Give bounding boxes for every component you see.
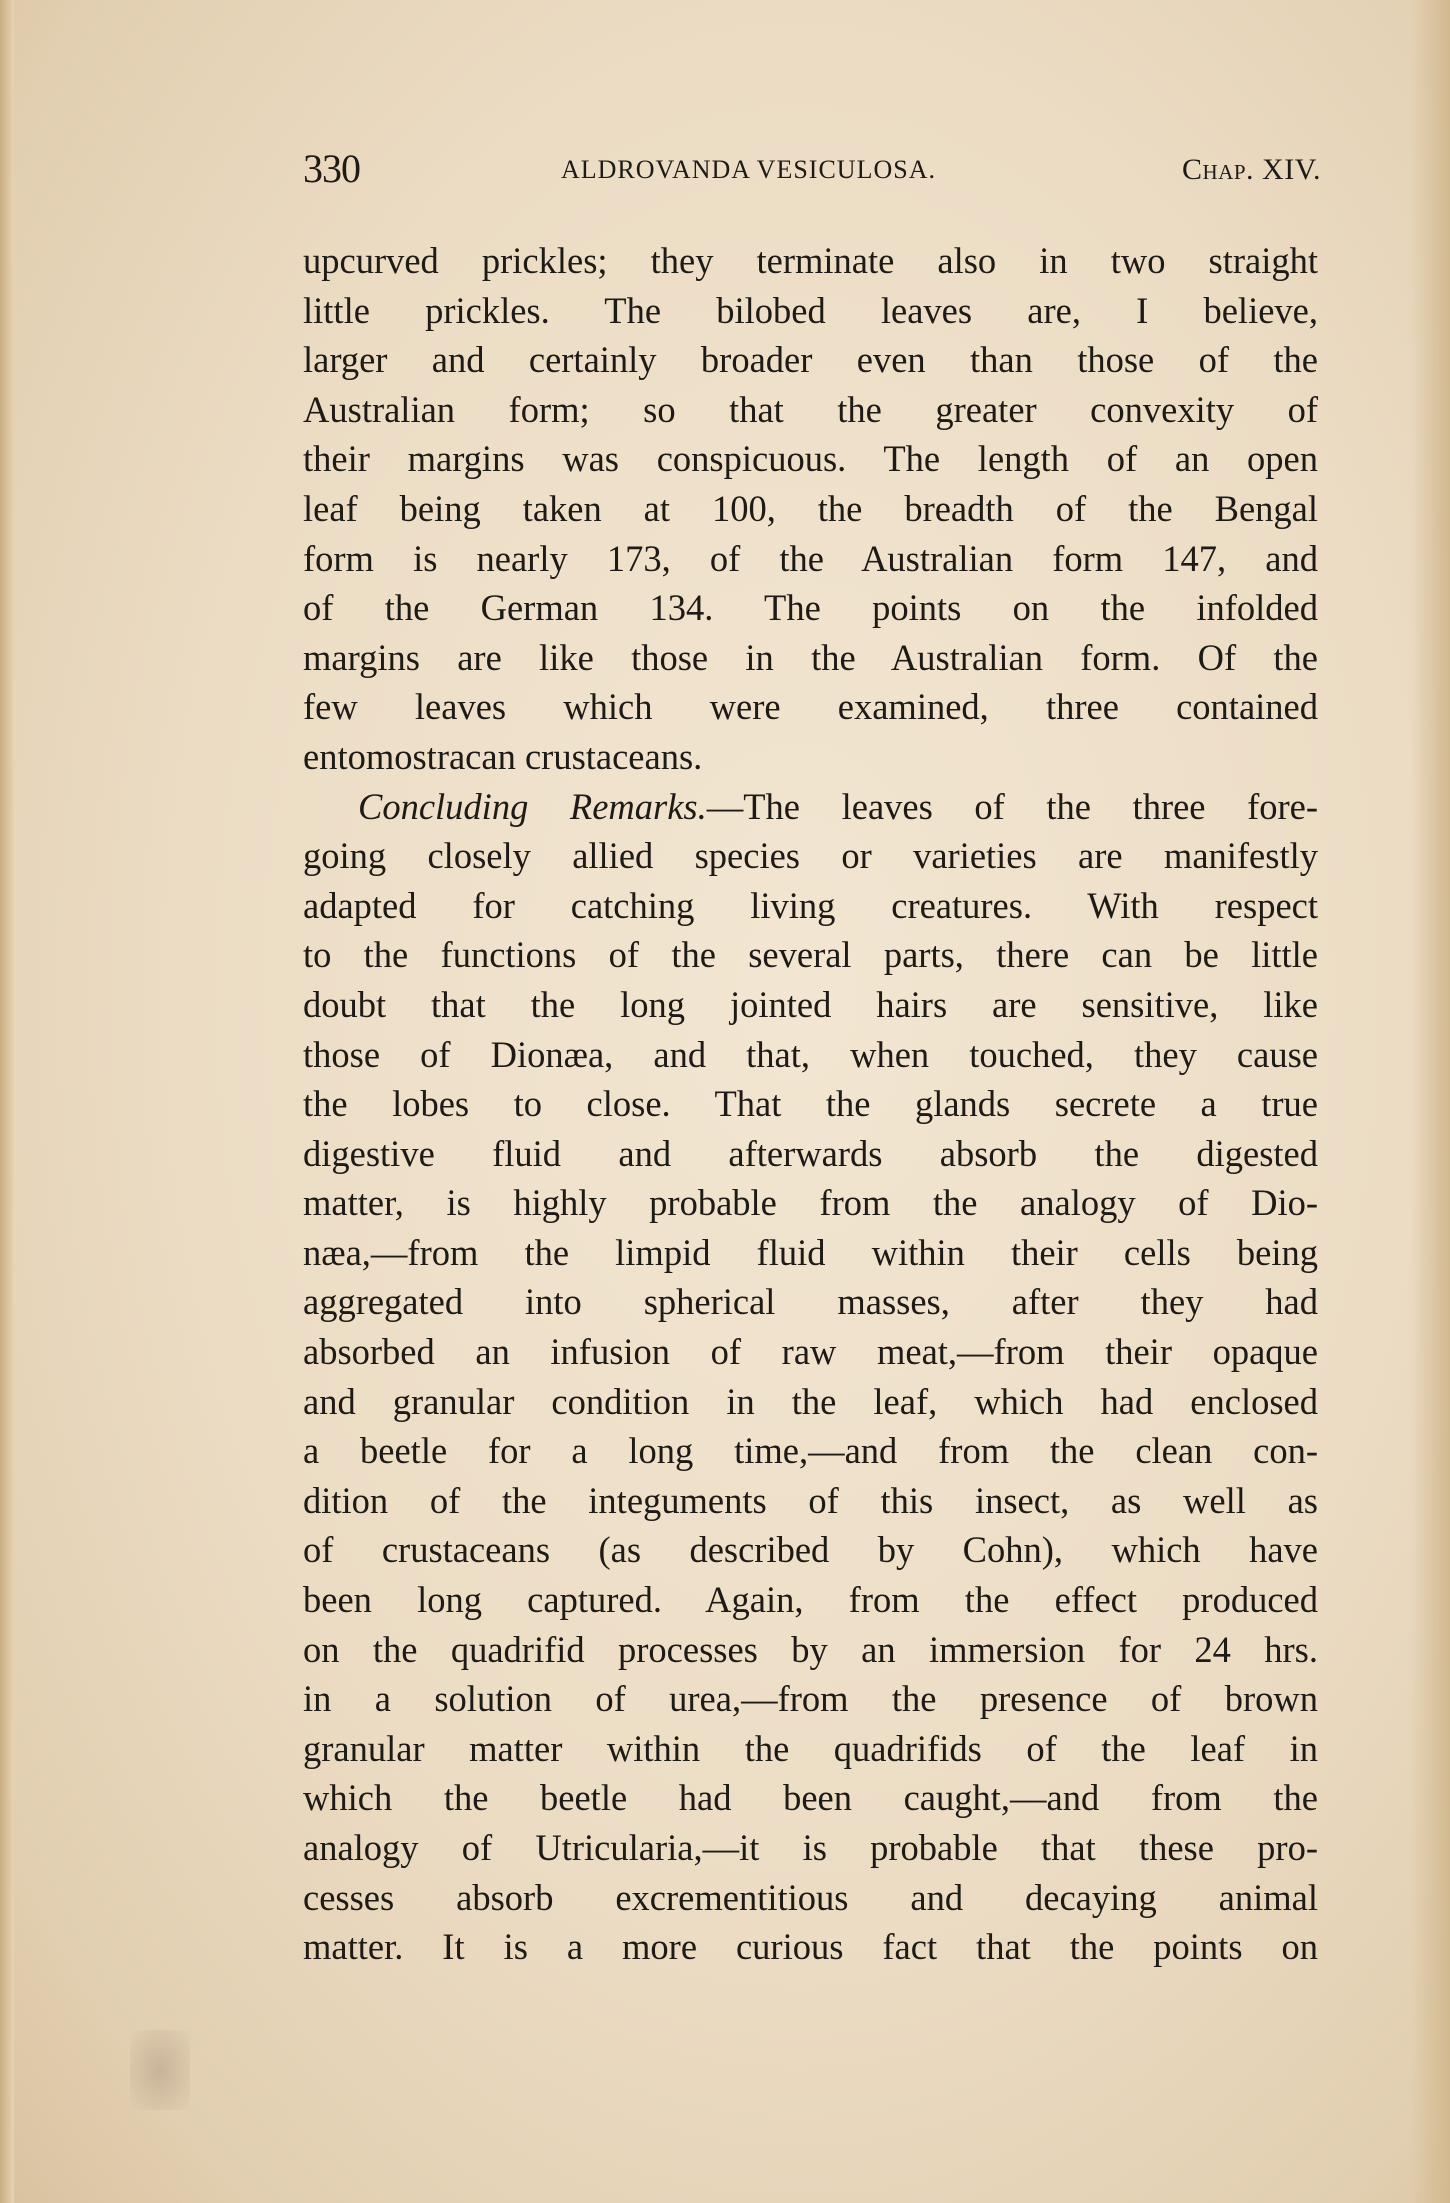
text-line: been long captured. Again, from the effect produced xyxy=(303,1579,1318,1621)
text-line: larger and certainly broader even than those of the xyxy=(303,339,1318,381)
text-line: aggregated into spherical masses, after they had xyxy=(303,1281,1318,1323)
chapter-label: Chap. XIV. xyxy=(1182,153,1321,186)
paper-smudge xyxy=(130,2030,190,2110)
text-line: doubt that the long jointed hairs are sensitive, like xyxy=(303,983,1318,1025)
text-run: —The leaves of the three fore- xyxy=(706,785,1318,827)
text-line: which the beetle had been caught,—and from the xyxy=(303,1777,1318,1819)
page-number: 330 xyxy=(303,146,360,191)
text-line: dition of the integuments of this insect, as well as xyxy=(303,1479,1318,1521)
text-line: entomostracan crustaceans. xyxy=(303,735,703,777)
text-line: leaf being taken at 100, the breadth of the Bengal xyxy=(303,487,1318,529)
page-edge-left xyxy=(0,0,14,2203)
text-line: cesses absorb excrementitious and decaying animal xyxy=(303,1876,1318,1918)
text-line: few leaves which were examined, three contained xyxy=(303,686,1318,728)
text-line: the lobes to close. That the glands secrete a true xyxy=(303,1083,1318,1125)
text-line: absorbed an infusion of raw meat,—from their opaque xyxy=(303,1331,1318,1373)
text-line: næa,—from the limpid fluid within their cells being xyxy=(303,1231,1318,1273)
text-line: Australian form; so that the greater convexity of xyxy=(303,388,1318,430)
text-line: analogy of Utricularia,—it is probable that these pro- xyxy=(303,1827,1318,1868)
text-line: a beetle for a long time,—and from the clean con- xyxy=(303,1430,1318,1472)
running-header xyxy=(303,145,1321,195)
text-line: going closely allied species or varieties are manifestly xyxy=(303,835,1318,877)
body-text xyxy=(303,236,1318,1972)
text-line: little prickles. The bilobed leaves are, I believe, xyxy=(303,289,1318,331)
text-line: granular matter within the quadrifids of the leaf in xyxy=(303,1727,1318,1769)
text-line: margins are like those in the Australian form. Of the xyxy=(303,636,1318,678)
text-line: their margins was conspicuous. The length of an open xyxy=(303,438,1318,480)
text-line: to the functions of the several parts, there can be little xyxy=(303,934,1318,976)
paragraph-1 xyxy=(303,236,1318,782)
text-line: of the German 134. The points on the infolded xyxy=(303,587,1318,629)
running-title: ALDROVANDA VESICULOSA. xyxy=(561,155,936,184)
text-line: upcurved prickles; they terminate also in two straight xyxy=(303,240,1318,281)
section-heading: Concluding Remarks. xyxy=(358,785,707,827)
text-line: on the quadrifid processes by an immersion for 24 hrs. xyxy=(303,1628,1318,1670)
paragraph-2 xyxy=(303,782,1318,1972)
text-line: digestive fluid and afterwards absorb the digested xyxy=(303,1132,1318,1174)
text-line: form is nearly 173, of the Australian form 147, and xyxy=(303,537,1318,579)
page-edge-right xyxy=(1410,0,1450,2203)
text-line: matter, is highly probable from the analogy of Dio- xyxy=(303,1182,1318,1224)
text-line xyxy=(303,782,1318,832)
text-line: of crustaceans (as described by Cohn), which have xyxy=(303,1529,1318,1571)
text-line: matter. It is a more curious fact that the points on xyxy=(303,1926,1318,1968)
text-line: adapted for catching living creatures. With respect xyxy=(303,884,1318,926)
text-line: those of Dionæa, and that, when touched, they cause xyxy=(303,1033,1318,1075)
text-line: in a solution of urea,—from the presence of brown xyxy=(303,1678,1318,1720)
text-line: and granular condition in the leaf, which had enclosed xyxy=(303,1380,1318,1422)
